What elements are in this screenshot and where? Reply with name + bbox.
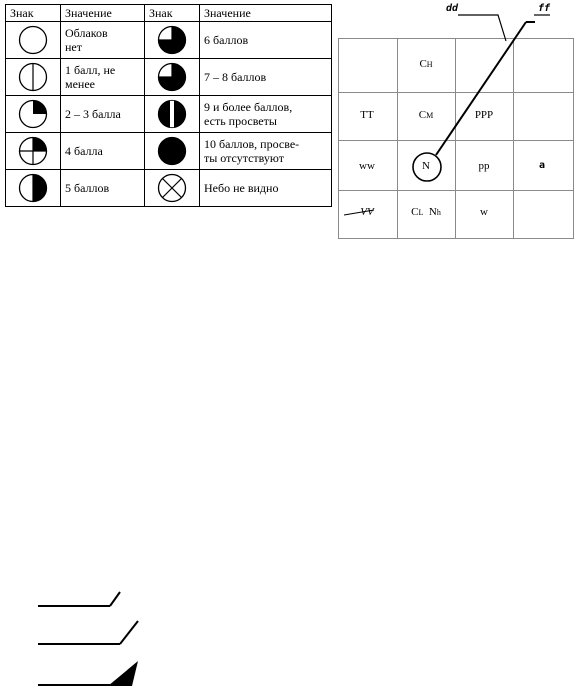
legend-meaning-line: 1 балл, не	[65, 63, 116, 77]
legend-meaning	[200, 59, 332, 96]
w-label: w	[480, 206, 488, 218]
a-label: a	[538, 160, 546, 171]
legend-meaning	[61, 22, 145, 59]
cm-main: C	[418, 109, 427, 121]
legend-row	[6, 133, 332, 170]
legend-meaning-line: 10 баллов, просве-	[204, 137, 300, 151]
legend-symbol-cell	[6, 133, 61, 170]
ch-main: C	[419, 58, 427, 70]
legend-meaning-line: 4 балла	[65, 144, 103, 158]
legend-symbol-cell	[145, 59, 200, 96]
legend-meaning-line: ты отсутствуют	[204, 151, 284, 165]
legend-meaning	[61, 59, 145, 96]
station-model-diagram	[326, 0, 580, 245]
legend-row	[6, 59, 332, 96]
legend-meaning-line: Небо не видно	[204, 181, 279, 195]
legend-symbol-cell	[145, 96, 200, 133]
ch-sub: H	[426, 60, 433, 69]
cloud-cover-5-icon	[17, 172, 49, 204]
legend-symbol-cell	[6, 96, 61, 133]
legend-meaning-line: нет	[65, 40, 82, 54]
legend-meaning	[61, 170, 145, 207]
legend-symbol-cell	[145, 133, 200, 170]
cloud-cover-10-icon	[156, 135, 188, 167]
cm-label	[397, 109, 455, 121]
legend-symbol-cell	[145, 170, 200, 207]
legend-meaning	[61, 133, 145, 170]
cloud-cover-1-icon	[17, 61, 49, 93]
cl-sub: L	[418, 208, 424, 217]
short-barb-icon	[38, 592, 120, 606]
cl-nh-label	[397, 206, 455, 218]
sky-obscured-icon	[156, 172, 188, 204]
legend-meaning-line: 7 – 8 баллов	[204, 70, 267, 84]
wind-shaft	[436, 22, 535, 155]
legend-meaning	[200, 133, 332, 170]
cm-sub: M	[426, 111, 434, 120]
wind-barbs	[34, 586, 144, 692]
nh-main: N	[428, 206, 437, 218]
legend-meaning	[200, 96, 332, 133]
legend-row	[6, 96, 332, 133]
legend-header-row	[6, 5, 332, 22]
dd-label: dd	[446, 3, 459, 14]
ch-label	[397, 58, 455, 70]
tt-label: TT	[360, 109, 374, 121]
legend-symbol-cell	[145, 22, 200, 59]
cloud-cover-4-icon	[17, 135, 49, 167]
cl-main: C	[411, 206, 419, 218]
legend-meaning-line: 2 – 3 балла	[65, 107, 121, 121]
legend-row	[6, 170, 332, 207]
legend-symbol-cell	[6, 22, 61, 59]
total-cloud-label: N	[422, 160, 430, 172]
pp-label: pp	[478, 160, 490, 172]
cloud-cover-0-icon	[17, 24, 49, 56]
nh-sub: h	[436, 208, 441, 217]
ff-label: ff	[538, 3, 551, 14]
cloud-cover-2-icon	[17, 98, 49, 130]
legend-meaning	[200, 170, 332, 207]
header-symbol-2: Знак	[145, 5, 200, 22]
legend-meaning-line: 5 баллов	[65, 181, 110, 195]
cloud-cover-7-icon	[156, 61, 188, 93]
legend-meaning-line: Облаков	[65, 26, 108, 40]
pennant-barb-icon	[38, 661, 138, 686]
header-meaning-2: Значение	[200, 5, 332, 22]
cloud-cover-6-icon	[156, 24, 188, 56]
header-symbol-1: Знак	[6, 5, 61, 22]
legend-row	[6, 22, 332, 59]
legend-meaning	[200, 22, 332, 59]
legend-symbol-cell	[6, 170, 61, 207]
long-barb-icon	[38, 621, 138, 644]
vv-label: VV	[360, 206, 374, 218]
legend-meaning-line: 6 баллов	[204, 33, 249, 47]
header-meaning-1: Значение	[61, 5, 145, 22]
legend-meaning	[61, 96, 145, 133]
legend-symbol-cell	[6, 59, 61, 96]
legend-meaning-line: есть просветы	[204, 114, 277, 128]
legend-meaning-line: менее	[65, 77, 95, 91]
cloud-cover-legend	[5, 4, 332, 207]
ppp-label: PPP	[474, 109, 494, 121]
legend-meaning-line: 9 и более баллов,	[204, 100, 293, 114]
cloud-cover-9-icon	[156, 98, 188, 130]
ww-label: ww	[359, 160, 375, 172]
dd-leader-line	[458, 15, 506, 41]
